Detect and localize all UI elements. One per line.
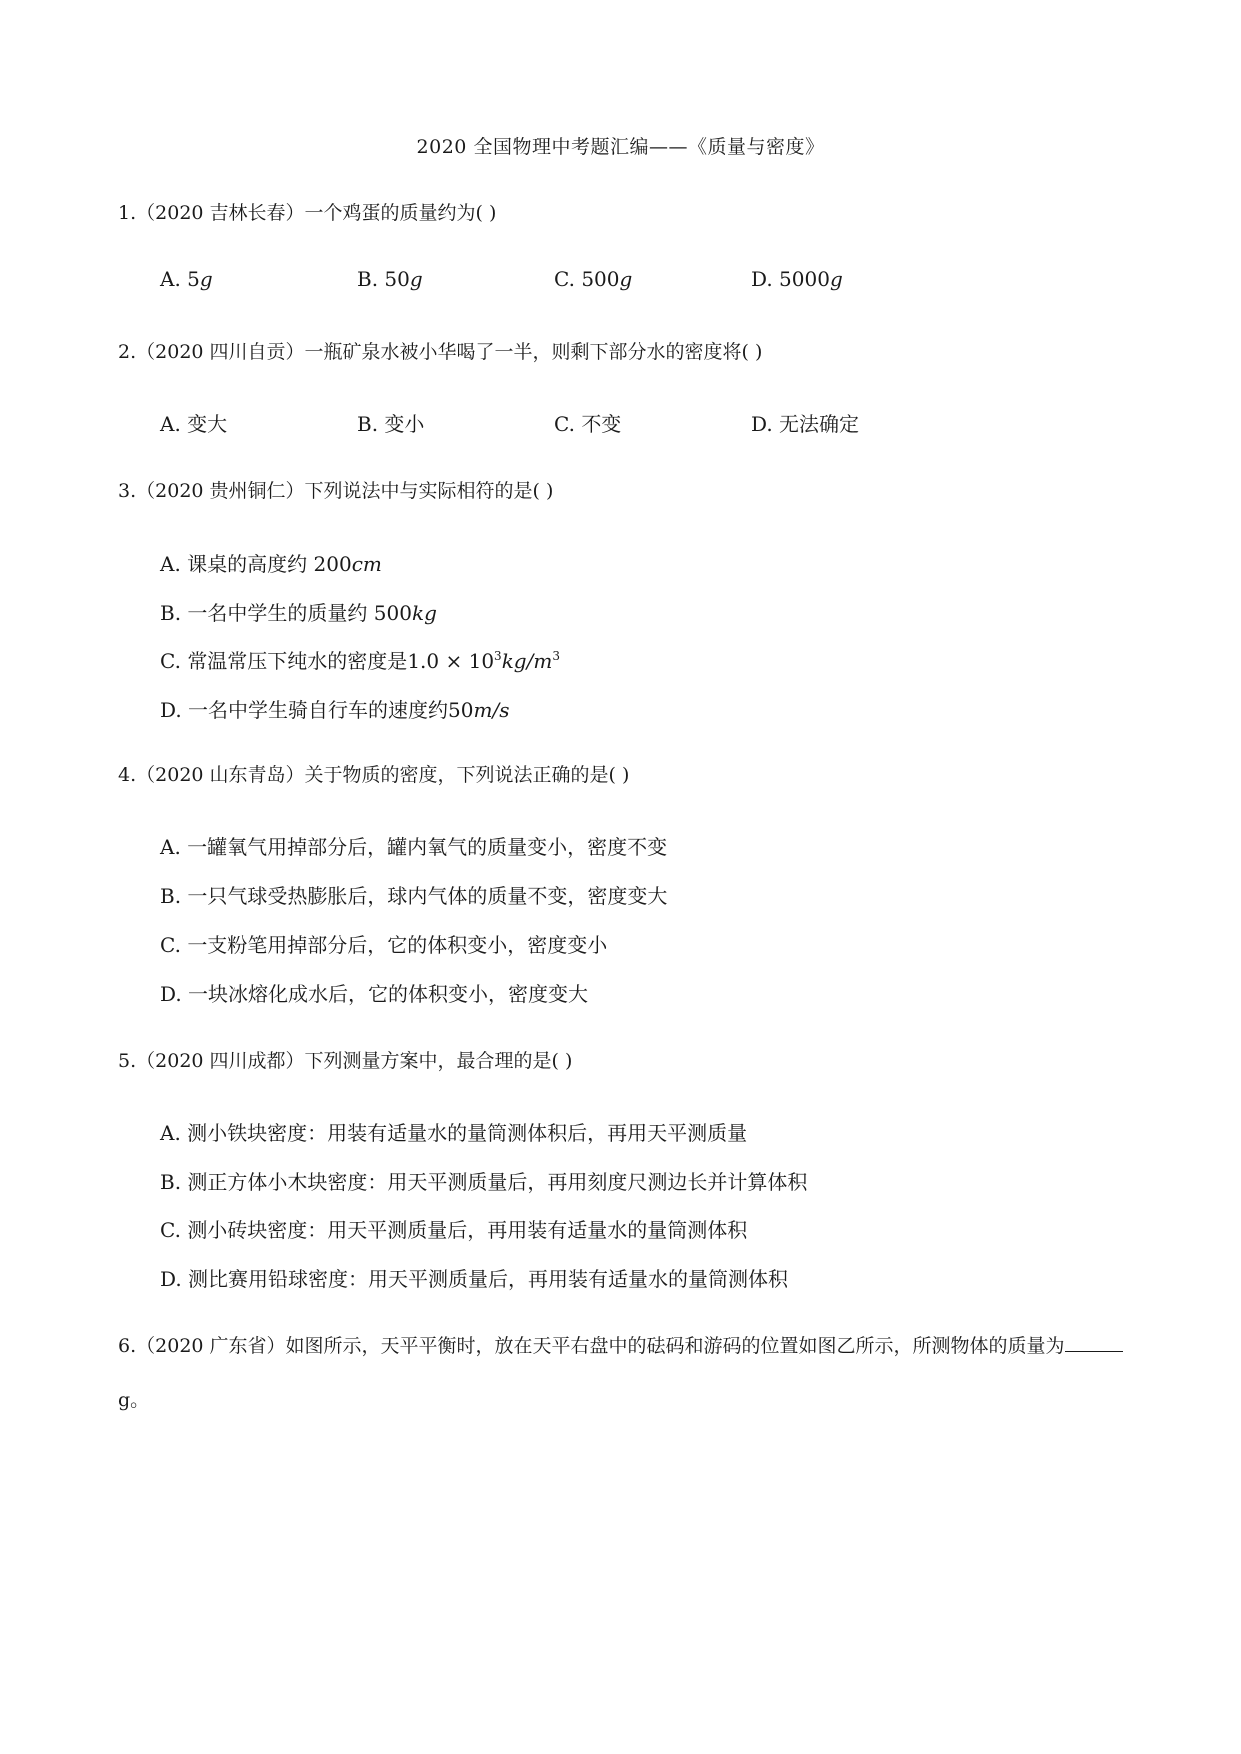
question-4 [118, 750, 1123, 800]
question-text: 关于物质的密度，下列说法正确的是( ) [304, 764, 630, 786]
option-b: B. 50g [357, 267, 423, 291]
question-number: 1. [118, 202, 137, 224]
question-3 [118, 466, 1123, 516]
question-source: （2020 吉林长春） [136, 202, 305, 224]
option-c: C. 不变 [554, 412, 622, 436]
option-c: C. 常温常压下纯水的密度是$1.0 \times 10^3kg/m^3$ [160, 649, 560, 673]
question-source: （2020 贵州铜仁） [136, 480, 305, 502]
question-1-options [160, 267, 948, 291]
option-c: C. 500g [554, 267, 633, 291]
question-source: （2020 四川自贡） [136, 341, 305, 363]
option-a: A. 5g [160, 267, 213, 291]
option-b: B. 测正方体小木块密度：用天平测质量后，再用刻度尺测边长并计算体积 [160, 1170, 808, 1194]
question-source: （2020 广东省） [136, 1335, 286, 1357]
question-text: 下列说法中与实际相符的是( ) [304, 480, 554, 502]
option-a: A. 课桌的高度约 200cm [160, 552, 382, 576]
option-d: D. 测比赛用铅球密度：用天平测质量后，再用装有适量水的量筒测体积 [160, 1267, 789, 1291]
option-a: A. 一罐氧气用掉部分后，罐内氧气的质量变小，密度不变 [160, 835, 668, 859]
question-5 [118, 1036, 1123, 1086]
answer-blank[interactable] [1065, 1331, 1123, 1352]
question-number: 5. [118, 1050, 137, 1072]
question-6 [118, 1319, 1123, 1427]
question-number: 2. [118, 341, 137, 363]
document-title: 2020 全国物理中考题汇编——《质量与密度》 [416, 136, 825, 158]
question-number: 4. [118, 764, 137, 786]
question-1 [118, 188, 1123, 238]
option-d: D. 无法确定 [751, 412, 860, 436]
option-b: B. 变小 [357, 412, 425, 436]
answer-unit: g。 [118, 1389, 150, 1411]
option-c: C. 测小砖块密度：用天平测质量后，再用装有适量水的量筒测体积 [160, 1218, 748, 1242]
option-b: B. 一只气球受热膨胀后，球内气体的质量不变，密度变大 [160, 884, 668, 908]
option-d: D. 一名中学生骑自行车的速度约50m/s [160, 698, 510, 722]
question-number: 3. [118, 480, 137, 502]
question-text: 一个鸡蛋的质量约为( ) [304, 202, 497, 224]
option-a: A. 测小铁块密度：用装有适量水的量筒测体积后，再用天平测质量 [160, 1121, 748, 1145]
question-source: （2020 四川成都） [136, 1050, 305, 1072]
option-c: C. 一支粉笔用掉部分后，它的体积变小，密度变小 [160, 933, 608, 957]
option-a: A. 变大 [160, 412, 228, 436]
question-2-options [160, 408, 948, 437]
option-b: B. 一名中学生的质量约 500kg [160, 601, 437, 625]
question-2 [118, 327, 1123, 377]
option-d: D. 一块冰熔化成水后，它的体积变小，密度变大 [160, 982, 589, 1006]
question-source: （2020 山东青岛） [136, 764, 305, 786]
question-number: 6. [118, 1335, 137, 1357]
question-text: 一瓶矿泉水被小华喝了一半，则剩下部分水的密度将( ) [304, 341, 763, 363]
option-d: D. 5000g [751, 267, 843, 291]
question-text: 如图所示，天平平衡时，放在天平右盘中的砝码和游码的位置如图乙所示，所测物体的质量为 [285, 1335, 1065, 1357]
question-text: 下列测量方案中，最合理的是( ) [304, 1050, 573, 1072]
